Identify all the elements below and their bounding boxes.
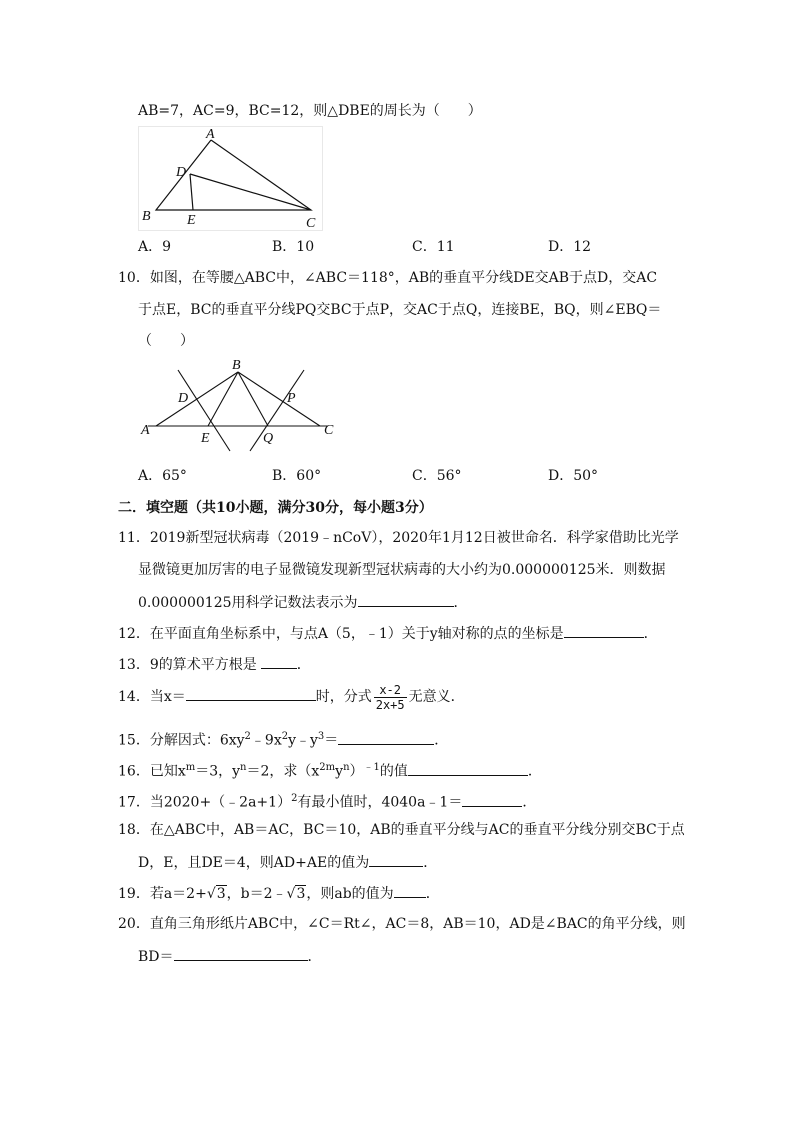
q15-sup3: 3 bbox=[317, 731, 325, 742]
q20-text: BD＝ bbox=[138, 949, 174, 965]
q10-option-c[interactable]: C．56° bbox=[412, 468, 462, 484]
q16-answer-blank[interactable] bbox=[408, 761, 528, 776]
q15-line bbox=[118, 727, 448, 751]
q18-line2 bbox=[138, 852, 437, 873]
q10-label-e: E bbox=[201, 431, 210, 446]
q17-line bbox=[118, 789, 536, 813]
q18-end: ． bbox=[423, 855, 438, 871]
q19-radicand-2: 3 bbox=[296, 886, 306, 902]
q17-text-a: 17．当2020+（﹣2a+1） bbox=[118, 794, 292, 811]
q15-text-c: y﹣y bbox=[288, 732, 318, 749]
q10-option-a[interactable]: A．65° bbox=[138, 468, 187, 484]
q14-line bbox=[118, 682, 465, 712]
q10-label-c: C bbox=[324, 423, 334, 438]
q18-text: D，E，且DE＝4，则AD+AE的值为 bbox=[138, 855, 370, 871]
q17-answer-blank[interactable] bbox=[462, 792, 522, 807]
q9-label-c: C bbox=[306, 216, 316, 231]
q19-radical-1: √ bbox=[206, 886, 216, 902]
section-title-fill-in: 二．填空题（共10小题，满分30分，每小题3分） bbox=[118, 500, 433, 516]
q19-answer-blank[interactable] bbox=[394, 883, 426, 898]
q14-denominator: 2x+5 bbox=[375, 697, 405, 712]
q12-text: 12．在平面直角坐标系中，与点A（5，﹣1）关于y轴对称的点的坐标是 bbox=[118, 626, 564, 642]
q11-answer-blank[interactable] bbox=[358, 592, 454, 607]
q14-text-3: 无意义． bbox=[408, 689, 465, 705]
q16-sup5: ﹣1 bbox=[363, 762, 380, 773]
q10-option-b[interactable]: B．60° bbox=[272, 468, 322, 484]
q19-radical-2: √ bbox=[286, 886, 296, 902]
q15-text-d: ＝ bbox=[324, 732, 339, 749]
q13-end: ． bbox=[296, 657, 311, 673]
q15-answer-blank[interactable] bbox=[338, 730, 434, 745]
q16-sup2: n bbox=[240, 762, 247, 773]
q11-line1: 11．2019新型冠状病毒（2019﹣nCoV），2020年1月12日被世命名．科学家借助比光学 bbox=[118, 530, 679, 546]
q16-end: ． bbox=[527, 763, 542, 780]
q19-end: ． bbox=[425, 886, 440, 902]
q16-text-f: 的值 bbox=[379, 763, 408, 780]
q13-line bbox=[118, 654, 311, 675]
q19-text-c: ，则ab的值为 bbox=[306, 886, 394, 902]
q10-label-d: D bbox=[178, 391, 189, 406]
q10-figure bbox=[138, 356, 343, 456]
q13-text: 13．9的算术平方根是 bbox=[118, 657, 257, 673]
q10-line1: 10．如图，在等腰△ABC中，∠ABC＝118°，AB的垂直平分线DE交AB于点D，交AC bbox=[118, 270, 658, 286]
q9-option-c[interactable]: C．11 bbox=[412, 239, 455, 255]
q16-text-c: ＝2，求（x bbox=[246, 763, 320, 780]
q15-sup1: 2 bbox=[244, 731, 251, 742]
q10-line-bq bbox=[238, 372, 268, 426]
q9-option-b[interactable]: B．10 bbox=[272, 239, 315, 255]
q10-label-b: B bbox=[232, 358, 241, 373]
q17-sup1: 2 bbox=[291, 793, 298, 804]
q16-text-b: ＝3，y bbox=[195, 763, 241, 780]
q14-text: 14．当x＝ bbox=[118, 689, 186, 705]
q16-text-d: y bbox=[335, 763, 344, 780]
q16-sup3: 2m bbox=[319, 762, 336, 773]
q9-label-d: D bbox=[176, 165, 187, 180]
q12-end: ． bbox=[643, 626, 658, 642]
q9-segment-dc bbox=[190, 174, 311, 210]
q18-line1: 18．在△ABC中，AB＝AC，BC＝10，AB的垂直平分线与AC的垂直平分线分别交BC于点 bbox=[118, 822, 685, 838]
q9-figure bbox=[138, 126, 323, 231]
q9-stem: AB=7，AC=9，BC=12，则△DBE的周长为（ ） bbox=[138, 103, 482, 119]
q10-label-p: P bbox=[287, 391, 296, 406]
q20-line1: 20．直角三角形纸片ABC中，∠C＝Rt∠，AC＝8，AB＝10，AD是∠BAC的角平分线，则 bbox=[118, 916, 686, 932]
q20-end: ． bbox=[307, 949, 322, 965]
q12-line bbox=[118, 623, 658, 644]
q10-option-d[interactable]: D．50° bbox=[548, 468, 599, 484]
q10-line2: 于点E，BC的垂直平分线PQ交BC于点P，交AC于点Q，连接BE，BQ，则∠EBQ＝ bbox=[138, 302, 662, 318]
q17-text-b: 有最小值时，4040a﹣1＝ bbox=[297, 794, 463, 811]
q16-text-a: 16．已知x bbox=[118, 763, 186, 780]
q11-line3-text: 0.000000125用科学记数法表示为 bbox=[138, 595, 358, 611]
q10-line-be bbox=[208, 372, 238, 426]
q10-label-a: A bbox=[141, 423, 150, 438]
q9-option-a[interactable]: A．9 bbox=[138, 239, 172, 255]
q14-text-2: 时，分式 bbox=[315, 689, 372, 705]
q18-answer-blank[interactable] bbox=[369, 852, 423, 867]
q9-label-a: A bbox=[206, 127, 215, 142]
q11-line3 bbox=[138, 592, 468, 613]
q10-label-q: Q bbox=[263, 431, 274, 446]
q16-text-e: ） bbox=[349, 763, 364, 780]
q17-end: ． bbox=[522, 794, 537, 811]
q10-line3: （ ） bbox=[138, 333, 194, 349]
q16-sup1: m bbox=[185, 762, 196, 773]
q15-text-a: 15．分解因式：6xy bbox=[118, 732, 245, 749]
q19-line bbox=[118, 883, 440, 904]
q9-label-b: B bbox=[142, 209, 151, 224]
q9-option-d[interactable]: D．12 bbox=[548, 239, 592, 255]
q16-sup4: n bbox=[343, 762, 350, 773]
q13-answer-blank[interactable] bbox=[261, 654, 297, 669]
q9-segment-de bbox=[190, 174, 193, 210]
q20-answer-blank[interactable] bbox=[174, 946, 308, 961]
q10-line-bc bbox=[238, 372, 320, 426]
q14-fraction bbox=[374, 683, 407, 712]
q9-label-e: E bbox=[187, 213, 196, 228]
q16-line bbox=[118, 758, 542, 782]
q11-line3-end: ． bbox=[453, 595, 468, 611]
q14-numerator: x-2 bbox=[374, 683, 407, 698]
q19-text-a: 19．若a＝2+ bbox=[118, 886, 207, 902]
q20-line2 bbox=[138, 946, 322, 967]
q19-radicand-1: 3 bbox=[216, 886, 226, 902]
q19-text-b: ，b＝2﹣ bbox=[226, 886, 287, 902]
q15-end: ． bbox=[434, 732, 449, 749]
q15-text-b: ﹣9x bbox=[250, 732, 282, 749]
q14-answer-blank[interactable] bbox=[186, 686, 316, 701]
q15-sup2: 2 bbox=[281, 731, 289, 742]
q11-line2: 显微镜更加厉害的电子显微镜发现新型冠状病毒的大小约为0.000000125米．则数据 bbox=[138, 562, 666, 578]
q12-answer-blank[interactable] bbox=[564, 623, 644, 638]
